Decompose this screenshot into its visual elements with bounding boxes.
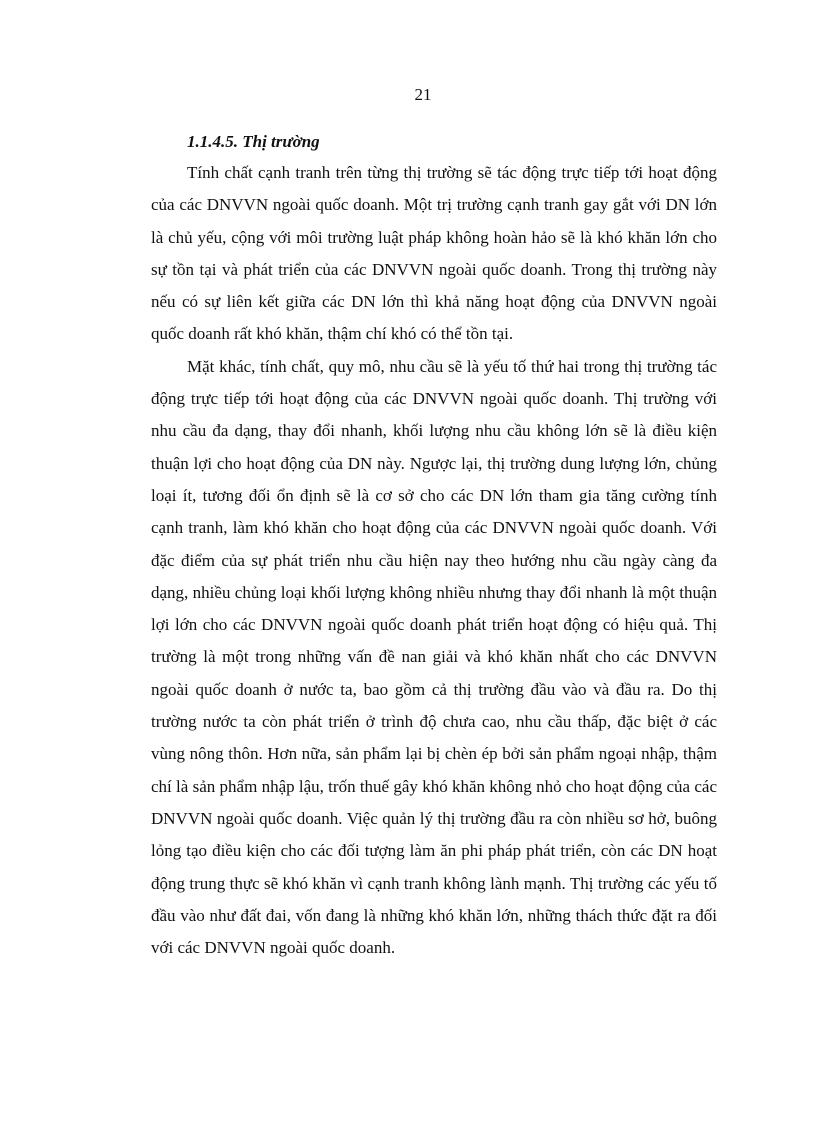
section-heading: 1.1.4.5. Thị trường xyxy=(187,132,320,151)
section-content xyxy=(151,129,717,964)
paragraph-2: Mặt khác, tính chất, quy mô, nhu cầu sẽ là yếu tố thứ hai trong thị trường tác động trực tiếp tới hoạt động của các DNVVN ngoài quốc doanh. Thị trường với nhu cầu đa dạng, thay đổi nhanh, khối lượng nhu cầu không lớn sẽ là điều kiện thuận lợi cho hoạt động của DN này. Ngược lại, thị trường dung lượng lớn, chủng loại ít, tương đối ổn định sẽ là cơ sở cho các DN lớn tham gia tăng cường tính cạnh tranh, làm khó khăn cho hoạt động của các DNVVN ngoài quốc doanh. Với đặc điểm của sự phát triển nhu cầu hiện nay theo hướng nhu cầu ngày càng đa dạng, nhiều chủng loại khối lượng không nhiều nhưng thay đổi nhanh là một thuận lợi lớn cho các DNVVN ngoài quốc doanh phát triển hoạt động có hiệu quả. Thị trường là một trong những vấn đề nan giải và khó khăn nhất cho các DNVVN ngoài quốc doanh ở nước ta, bao gồm cả thị trường đầu vào và đầu ra. Do thị trường nước ta còn phát triển ở trình độ chưa cao, nhu cầu thấp, đặc biệt ở các vùng nông thôn. Hơn nữa, sản phẩm lại bị chèn ép bởi sản phẩm ngoại nhập, thậm chí là sản phẩm nhập lậu, trốn thuế gây khó khăn không nhỏ cho hoạt động của các DNVVN ngoài quốc doanh. Việc quản lý thị trường đầu ra còn nhiều sơ hở, buông lỏng tạo điều kiện cho các đối tượng làm ăn phi pháp phát triển, còn các DN hoạt động trung thực sẽ khó khăn vì cạnh tranh không lành mạnh. Thị trường các yếu tố đầu vào như đất đai, vốn đang là những khó khăn lớn, những thách thức đặt ra đối với các DNVVN ngoài quốc doanh. xyxy=(151,356,717,958)
page-number: 21 xyxy=(414,85,432,104)
paragraph-1: Tính chất cạnh tranh trên từng thị trường sẽ tác động trực tiếp tới hoạt động của các DNVVN ngoài quốc doanh. Một trị trường cạnh tranh gay gắt với DN lớn là chủ yếu, cộng với môi trường luật pháp không hoàn hảo sẽ là khó khăn lớn cho sự tồn tại và phát triển của các DNVVN ngoài quốc doanh. Trong thị trường này nếu có sự liên kết giữa các DN lớn thì khả năng hoạt động của DNVVN ngoài quốc doanh rất khó khăn, thậm chí khó có thể tồn tại. xyxy=(151,163,717,344)
